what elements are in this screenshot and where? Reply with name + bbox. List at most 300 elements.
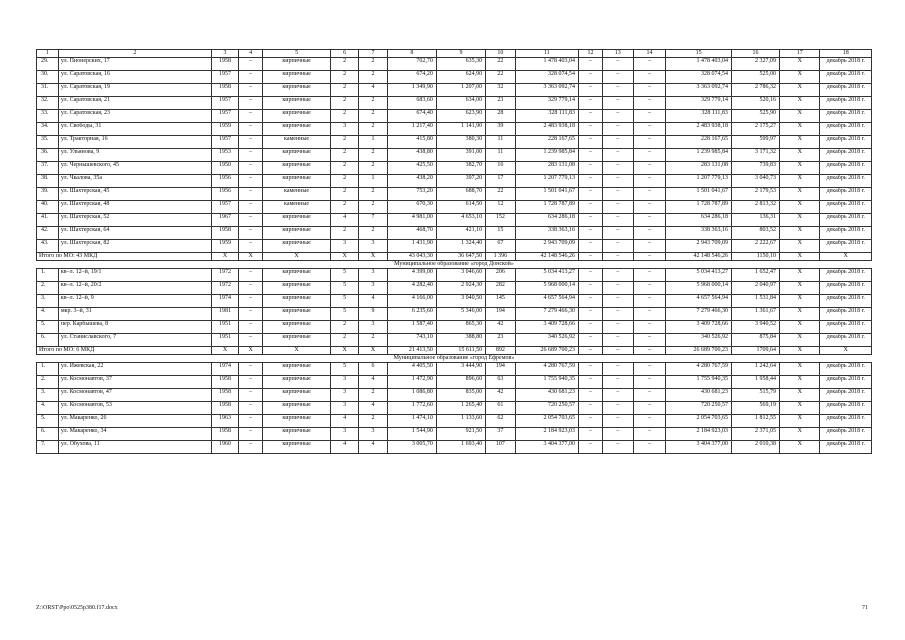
row-number-cell: 41. bbox=[37, 214, 59, 227]
col4-cell: – bbox=[239, 308, 263, 321]
living-area-cell: 3 444,90 bbox=[436, 363, 485, 376]
total-cell: 1150,10 bbox=[731, 253, 779, 261]
entrances-cell: 1 bbox=[359, 136, 387, 149]
col13-cell: – bbox=[603, 308, 634, 321]
floors-cell: 3 bbox=[330, 389, 358, 402]
col17-cell: X bbox=[780, 97, 820, 110]
total-row bbox=[37, 347, 872, 355]
entrances-cell: 2 bbox=[359, 123, 387, 136]
floors-cell: 2 bbox=[330, 201, 358, 214]
col13-cell: – bbox=[603, 269, 634, 282]
year-cell: 1960 bbox=[211, 441, 238, 454]
unit-cost-cell: 1 242,64 bbox=[731, 363, 779, 376]
col12-cell: – bbox=[578, 149, 602, 162]
total-cell: 36 647,50 bbox=[436, 253, 485, 261]
col14-cell: – bbox=[633, 149, 666, 162]
address-cell: мкр. 3–й, 31 bbox=[58, 308, 211, 321]
col17-cell: X bbox=[780, 58, 820, 71]
column-number-row bbox=[37, 50, 872, 58]
entrances-cell: 9 bbox=[359, 308, 387, 321]
col17-cell: X bbox=[780, 110, 820, 123]
row-number-cell: 36. bbox=[37, 149, 59, 162]
total-cell: 42 148 546,26 bbox=[666, 253, 732, 261]
budget-cell: 720 250,57 bbox=[666, 402, 732, 415]
col4-cell: – bbox=[239, 188, 263, 201]
total-cell: X bbox=[263, 253, 331, 261]
col13-cell: – bbox=[603, 363, 634, 376]
total-area-cell: 4 405,50 bbox=[387, 363, 436, 376]
floors-cell: 2 bbox=[330, 58, 358, 71]
row-number-cell: 6. bbox=[37, 428, 59, 441]
col13-cell: – bbox=[603, 175, 634, 188]
entrances-cell: 3 bbox=[359, 321, 387, 334]
floors-cell: 3 bbox=[330, 123, 358, 136]
col17-cell: X bbox=[780, 321, 820, 334]
col14-cell: – bbox=[633, 334, 666, 347]
col17-cell: X bbox=[780, 363, 820, 376]
table-row bbox=[37, 110, 872, 123]
col12-cell: – bbox=[578, 428, 602, 441]
wall-material-cell: кирпичные bbox=[263, 110, 331, 123]
floors-cell: 3 bbox=[330, 402, 358, 415]
entrances-cell: 3 bbox=[359, 269, 387, 282]
col4-cell: – bbox=[239, 58, 263, 71]
col17-cell: X bbox=[780, 188, 820, 201]
column-number-cell: 2 bbox=[58, 50, 211, 58]
table-row bbox=[37, 227, 872, 240]
residents-cell: 194 bbox=[486, 308, 516, 321]
table-row bbox=[37, 71, 872, 84]
total-area-cell: 1 587,40 bbox=[387, 321, 436, 334]
col4-cell: – bbox=[239, 321, 263, 334]
address-cell: ул. Шахтерская, 45 bbox=[58, 188, 211, 201]
deadline-cell: декабрь 2018 г. bbox=[820, 321, 872, 334]
total-area-cell: 1 472,90 bbox=[387, 376, 436, 389]
col13-cell: – bbox=[603, 402, 634, 415]
total-cell: X bbox=[820, 253, 872, 261]
col12-cell: – bbox=[578, 269, 602, 282]
col13-cell: – bbox=[603, 441, 634, 454]
col13-cell: – bbox=[603, 415, 634, 428]
residents-cell: 17 bbox=[486, 175, 516, 188]
total-area-cell: 1 474,10 bbox=[387, 415, 436, 428]
wall-material-cell: кирпичные bbox=[263, 415, 331, 428]
wall-material-cell: кирпичные bbox=[263, 282, 331, 295]
address-cell: ул. Пионерских, 17 bbox=[58, 58, 211, 71]
total-label: Итого по МО: 6 МКД bbox=[37, 347, 212, 355]
entrances-cell: 2 bbox=[359, 201, 387, 214]
residents-cell: 11 bbox=[486, 149, 516, 162]
floors-cell: 2 bbox=[330, 136, 358, 149]
deadline-cell: декабрь 2018 г. bbox=[820, 428, 872, 441]
deadline-cell: декабрь 2018 г. bbox=[820, 71, 872, 84]
address-cell: кв–л. 12–й, 19/1 bbox=[58, 269, 211, 282]
address-cell: ул. Саратовская, 23 bbox=[58, 110, 211, 123]
column-number-cell: 7 bbox=[359, 50, 387, 58]
col12-cell: – bbox=[578, 136, 602, 149]
table-row bbox=[37, 188, 872, 201]
col12-cell: – bbox=[578, 415, 602, 428]
unit-cost-cell: 1 812,55 bbox=[731, 415, 779, 428]
unit-cost-cell: 1 652,47 bbox=[731, 269, 779, 282]
col14-cell: – bbox=[633, 363, 666, 376]
total-cell: 1 396 bbox=[486, 253, 516, 261]
wall-material-cell: кирпичные bbox=[263, 84, 331, 97]
total-area-cell: 1 086,80 bbox=[387, 389, 436, 402]
col12-cell: – bbox=[578, 214, 602, 227]
column-number-cell: 13 bbox=[603, 50, 634, 58]
address-cell: ул. Свободы, 31 bbox=[58, 123, 211, 136]
cost-cell: 1 478 403,04 bbox=[515, 58, 578, 71]
residents-cell: 16 bbox=[486, 162, 516, 175]
cost-cell: 340 526,92 bbox=[515, 334, 578, 347]
deadline-cell: декабрь 2018 г. bbox=[820, 441, 872, 454]
cost-cell: 328 074,54 bbox=[515, 71, 578, 84]
budget-cell: 2 943 709,09 bbox=[666, 240, 732, 253]
unit-cost-cell: 525,00 bbox=[731, 71, 779, 84]
row-number-cell: 4. bbox=[37, 308, 59, 321]
row-number-cell: 3. bbox=[37, 389, 59, 402]
table-row bbox=[37, 428, 872, 441]
col4-cell: – bbox=[239, 149, 263, 162]
floors-cell: 5 bbox=[330, 363, 358, 376]
living-area-cell: 397,20 bbox=[436, 175, 485, 188]
table-row bbox=[37, 136, 872, 149]
budget-cell: 329 779,14 bbox=[666, 97, 732, 110]
cost-cell: 430 681,23 bbox=[515, 389, 578, 402]
total-cell: X bbox=[330, 253, 358, 261]
unit-cost-cell: 2 040,97 bbox=[731, 282, 779, 295]
col14-cell: – bbox=[633, 175, 666, 188]
deadline-cell: декабрь 2018 г. bbox=[820, 188, 872, 201]
col17-cell: X bbox=[780, 389, 820, 402]
total-area-cell: 743,10 bbox=[387, 334, 436, 347]
col12-cell: – bbox=[578, 334, 602, 347]
wall-material-cell: кирпичные bbox=[263, 428, 331, 441]
residents-cell: 22 bbox=[486, 71, 516, 84]
budget-cell: 2 054 703,65 bbox=[666, 415, 732, 428]
deadline-cell: декабрь 2018 г. bbox=[820, 201, 872, 214]
deadline-cell: декабрь 2018 г. bbox=[820, 402, 872, 415]
budget-cell: 430 681,23 bbox=[666, 389, 732, 402]
col13-cell: – bbox=[603, 84, 634, 97]
col12-cell: – bbox=[578, 389, 602, 402]
deadline-cell: декабрь 2018 г. bbox=[820, 376, 872, 389]
total-cell: X bbox=[780, 347, 820, 355]
total-area-cell: 438,20 bbox=[387, 175, 436, 188]
residents-cell: 39 bbox=[486, 123, 516, 136]
col13-cell: – bbox=[603, 227, 634, 240]
entrances-cell: 4 bbox=[359, 295, 387, 308]
col17-cell: X bbox=[780, 123, 820, 136]
entrances-cell: 2 bbox=[359, 97, 387, 110]
cost-cell: 5 968 000,14 bbox=[515, 282, 578, 295]
col4-cell: – bbox=[239, 71, 263, 84]
living-area-cell: 896,60 bbox=[436, 376, 485, 389]
residents-cell: 11 bbox=[486, 136, 516, 149]
col17-cell: X bbox=[780, 334, 820, 347]
total-area-cell: 1 544,90 bbox=[387, 428, 436, 441]
cost-cell: 2 054 703,65 bbox=[515, 415, 578, 428]
col12-cell: – bbox=[578, 363, 602, 376]
budget-cell: 328 111,83 bbox=[666, 110, 732, 123]
col17-cell: X bbox=[780, 214, 820, 227]
unit-cost-cell: 803,52 bbox=[731, 227, 779, 240]
cost-cell: 2 943 709,09 bbox=[515, 240, 578, 253]
year-cell: 1958 bbox=[211, 84, 238, 97]
budget-cell: 4 280 767,59 bbox=[666, 363, 732, 376]
col13-cell: – bbox=[603, 71, 634, 84]
col14-cell: – bbox=[633, 376, 666, 389]
table-row bbox=[37, 97, 872, 110]
residents-cell: 62 bbox=[486, 415, 516, 428]
row-number-cell: 35. bbox=[37, 136, 59, 149]
table-row bbox=[37, 240, 872, 253]
col14-cell: – bbox=[633, 282, 666, 295]
row-number-cell: 2. bbox=[37, 282, 59, 295]
col13-cell: – bbox=[603, 321, 634, 334]
total-area-cell: 674,20 bbox=[387, 71, 436, 84]
col4-cell: – bbox=[239, 376, 263, 389]
municipality-heading-row bbox=[37, 355, 872, 363]
table-row bbox=[37, 149, 872, 162]
total-cell: X bbox=[359, 253, 387, 261]
total-cell: – bbox=[633, 347, 666, 355]
unit-cost-cell: 2 786,32 bbox=[731, 84, 779, 97]
living-area-cell: 1 693,40 bbox=[436, 441, 485, 454]
floors-cell: 5 bbox=[330, 269, 358, 282]
address-cell: ул. Шахтерская, 64 bbox=[58, 227, 211, 240]
unit-cost-cell: 3 040,73 bbox=[731, 175, 779, 188]
col4-cell: – bbox=[239, 240, 263, 253]
budget-cell: 1 501 041,67 bbox=[666, 188, 732, 201]
address-cell: ул. Космонавтов, 37 bbox=[58, 376, 211, 389]
entrances-cell: 2 bbox=[359, 149, 387, 162]
col12-cell: – bbox=[578, 175, 602, 188]
entrances-cell: 4 bbox=[359, 376, 387, 389]
unit-cost-cell: 599,97 bbox=[731, 136, 779, 149]
living-area-cell: 382,70 bbox=[436, 162, 485, 175]
col14-cell: – bbox=[633, 162, 666, 175]
budget-cell: 634 286,18 bbox=[666, 214, 732, 227]
col12-cell: – bbox=[578, 441, 602, 454]
year-cell: 1967 bbox=[211, 214, 238, 227]
cost-cell: 228 167,65 bbox=[515, 136, 578, 149]
year-cell: 1951 bbox=[211, 321, 238, 334]
total-area-cell: 670,30 bbox=[387, 201, 436, 214]
col13-cell: – bbox=[603, 214, 634, 227]
residents-cell: 23 bbox=[486, 334, 516, 347]
column-number-cell: 9 bbox=[436, 50, 485, 58]
total-area-cell: 4 166,00 bbox=[387, 295, 436, 308]
table-row bbox=[37, 389, 872, 402]
page-number: 71 bbox=[862, 605, 868, 611]
year-cell: 1958 bbox=[211, 428, 238, 441]
wall-material-cell: кирпичные bbox=[263, 149, 331, 162]
floors-cell: 2 bbox=[330, 110, 358, 123]
deadline-cell: декабрь 2018 г. bbox=[820, 149, 872, 162]
year-cell: 1972 bbox=[211, 269, 238, 282]
unit-cost-cell: 2 010,38 bbox=[731, 441, 779, 454]
col13-cell: – bbox=[603, 188, 634, 201]
total-area-cell: 753,20 bbox=[387, 188, 436, 201]
residents-cell: 61 bbox=[486, 402, 516, 415]
column-number-cell: 1 bbox=[37, 50, 59, 58]
floors-cell: 5 bbox=[330, 282, 358, 295]
row-number-cell: 5. bbox=[37, 415, 59, 428]
total-area-cell: 1 431,90 bbox=[387, 240, 436, 253]
floors-cell: 2 bbox=[330, 227, 358, 240]
wall-material-cell: кирпичные bbox=[263, 162, 331, 175]
year-cell: 1974 bbox=[211, 363, 238, 376]
floors-cell: 2 bbox=[330, 175, 358, 188]
unit-cost-cell: 1 958,44 bbox=[731, 376, 779, 389]
col14-cell: – bbox=[633, 214, 666, 227]
col17-cell: X bbox=[780, 175, 820, 188]
cost-cell: 329 779,14 bbox=[515, 97, 578, 110]
col4-cell: – bbox=[239, 295, 263, 308]
col4-cell: – bbox=[239, 334, 263, 347]
row-number-cell: 29. bbox=[37, 58, 59, 71]
table-row bbox=[37, 295, 872, 308]
unit-cost-cell: 525,90 bbox=[731, 110, 779, 123]
year-cell: 1957 bbox=[211, 201, 238, 214]
col17-cell: X bbox=[780, 295, 820, 308]
wall-material-cell: кирпичные bbox=[263, 321, 331, 334]
row-number-cell: 43. bbox=[37, 240, 59, 253]
wall-material-cell: кирпичные bbox=[263, 240, 331, 253]
living-area-cell: 835,00 bbox=[436, 389, 485, 402]
budget-cell: 1 478 403,04 bbox=[666, 58, 732, 71]
budget-cell: 2 483 938,18 bbox=[666, 123, 732, 136]
unit-cost-cell: 136,31 bbox=[731, 214, 779, 227]
unit-cost-cell: 2 179,53 bbox=[731, 188, 779, 201]
row-number-cell: 1. bbox=[37, 363, 59, 376]
col4-cell: – bbox=[239, 415, 263, 428]
col14-cell: – bbox=[633, 269, 666, 282]
address-cell: ул. Станиславского, 7 bbox=[58, 334, 211, 347]
entrances-cell: 4 bbox=[359, 84, 387, 97]
column-number-cell: 18 bbox=[820, 50, 872, 58]
col13-cell: – bbox=[603, 162, 634, 175]
year-cell: 1972 bbox=[211, 282, 238, 295]
year-cell: 1958 bbox=[211, 376, 238, 389]
address-cell: ул. Космонавтов, 53 bbox=[58, 402, 211, 415]
col14-cell: – bbox=[633, 415, 666, 428]
address-cell: кв–л. 12–й, 9 bbox=[58, 295, 211, 308]
year-cell: 1963 bbox=[211, 415, 238, 428]
year-cell: 1957 bbox=[211, 97, 238, 110]
total-cell: X bbox=[239, 253, 263, 261]
row-number-cell: 2. bbox=[37, 376, 59, 389]
cost-cell: 1 207 779,13 bbox=[515, 175, 578, 188]
col12-cell: – bbox=[578, 162, 602, 175]
unit-cost-cell: 2 222,67 bbox=[731, 240, 779, 253]
col17-cell: X bbox=[780, 227, 820, 240]
year-cell: 1957 bbox=[211, 136, 238, 149]
cost-cell: 4 657 564,94 bbox=[515, 295, 578, 308]
col14-cell: – bbox=[633, 201, 666, 214]
cost-cell: 7 279 466,30 bbox=[515, 308, 578, 321]
address-cell: ул. Шахтерская, 82 bbox=[58, 240, 211, 253]
table-row bbox=[37, 84, 872, 97]
residents-cell: 107 bbox=[486, 441, 516, 454]
housing-register-table bbox=[36, 49, 872, 454]
total-label: Итого по МО: 43 МКД bbox=[37, 253, 212, 261]
column-number-cell: 5 bbox=[263, 50, 331, 58]
col14-cell: – bbox=[633, 110, 666, 123]
floors-cell: 2 bbox=[330, 84, 358, 97]
cost-cell: 720 250,57 bbox=[515, 402, 578, 415]
floors-cell: 4 bbox=[330, 441, 358, 454]
cost-cell: 5 034 413,27 bbox=[515, 269, 578, 282]
unit-cost-cell: 2 371,05 bbox=[731, 428, 779, 441]
total-cell: X bbox=[211, 347, 238, 355]
col13-cell: – bbox=[603, 201, 634, 214]
col17-cell: X bbox=[780, 441, 820, 454]
unit-cost-cell: 2 327,09 bbox=[731, 58, 779, 71]
living-area-cell: 921,50 bbox=[436, 428, 485, 441]
unit-cost-cell: 3 171,32 bbox=[731, 149, 779, 162]
row-number-cell: 5. bbox=[37, 321, 59, 334]
living-area-cell: 1 265,40 bbox=[436, 402, 485, 415]
col4-cell: – bbox=[239, 441, 263, 454]
deadline-cell: декабрь 2018 г. bbox=[820, 227, 872, 240]
table-row bbox=[37, 162, 872, 175]
col14-cell: – bbox=[633, 227, 666, 240]
total-cell: 26 689 700,23 bbox=[515, 347, 578, 355]
budget-cell: 3 409 728,66 bbox=[666, 321, 732, 334]
table-row bbox=[37, 58, 872, 71]
col4-cell: – bbox=[239, 428, 263, 441]
entrances-cell: 3 bbox=[359, 428, 387, 441]
col4-cell: – bbox=[239, 162, 263, 175]
cost-cell: 338 363,16 bbox=[515, 227, 578, 240]
col17-cell: X bbox=[780, 269, 820, 282]
total-area-cell: 6 235,60 bbox=[387, 308, 436, 321]
living-area-cell: 1 133,60 bbox=[436, 415, 485, 428]
floors-cell: 4 bbox=[330, 214, 358, 227]
col12-cell: – bbox=[578, 376, 602, 389]
entrances-cell: 2 bbox=[359, 188, 387, 201]
table-row bbox=[37, 402, 872, 415]
total-area-cell: 425,50 bbox=[387, 162, 436, 175]
row-number-cell: 4. bbox=[37, 402, 59, 415]
total-area-cell: 683,60 bbox=[387, 97, 436, 110]
col17-cell: X bbox=[780, 149, 820, 162]
col4-cell: – bbox=[239, 123, 263, 136]
budget-cell: 5 968 000,14 bbox=[666, 282, 732, 295]
year-cell: 1958 bbox=[211, 389, 238, 402]
budget-cell: 4 657 564,94 bbox=[666, 295, 732, 308]
deadline-cell: декабрь 2018 г. bbox=[820, 123, 872, 136]
total-area-cell: 4 981,00 bbox=[387, 214, 436, 227]
total-cell: – bbox=[603, 253, 634, 261]
address-cell: ул. Обухова, 11 bbox=[58, 441, 211, 454]
wall-material-cell: кирпичные bbox=[263, 308, 331, 321]
col13-cell: – bbox=[603, 123, 634, 136]
table-row bbox=[37, 123, 872, 136]
budget-cell: 3 363 092,74 bbox=[666, 84, 732, 97]
deadline-cell: декабрь 2018 г. bbox=[820, 269, 872, 282]
wall-material-cell: кирпичные bbox=[263, 295, 331, 308]
living-area-cell: 388,80 bbox=[436, 334, 485, 347]
year-cell: 1959 bbox=[211, 240, 238, 253]
deadline-cell: декабрь 2018 г. bbox=[820, 415, 872, 428]
unit-cost-cell: 875,84 bbox=[731, 334, 779, 347]
budget-cell: 228 167,65 bbox=[666, 136, 732, 149]
col17-cell: X bbox=[780, 71, 820, 84]
